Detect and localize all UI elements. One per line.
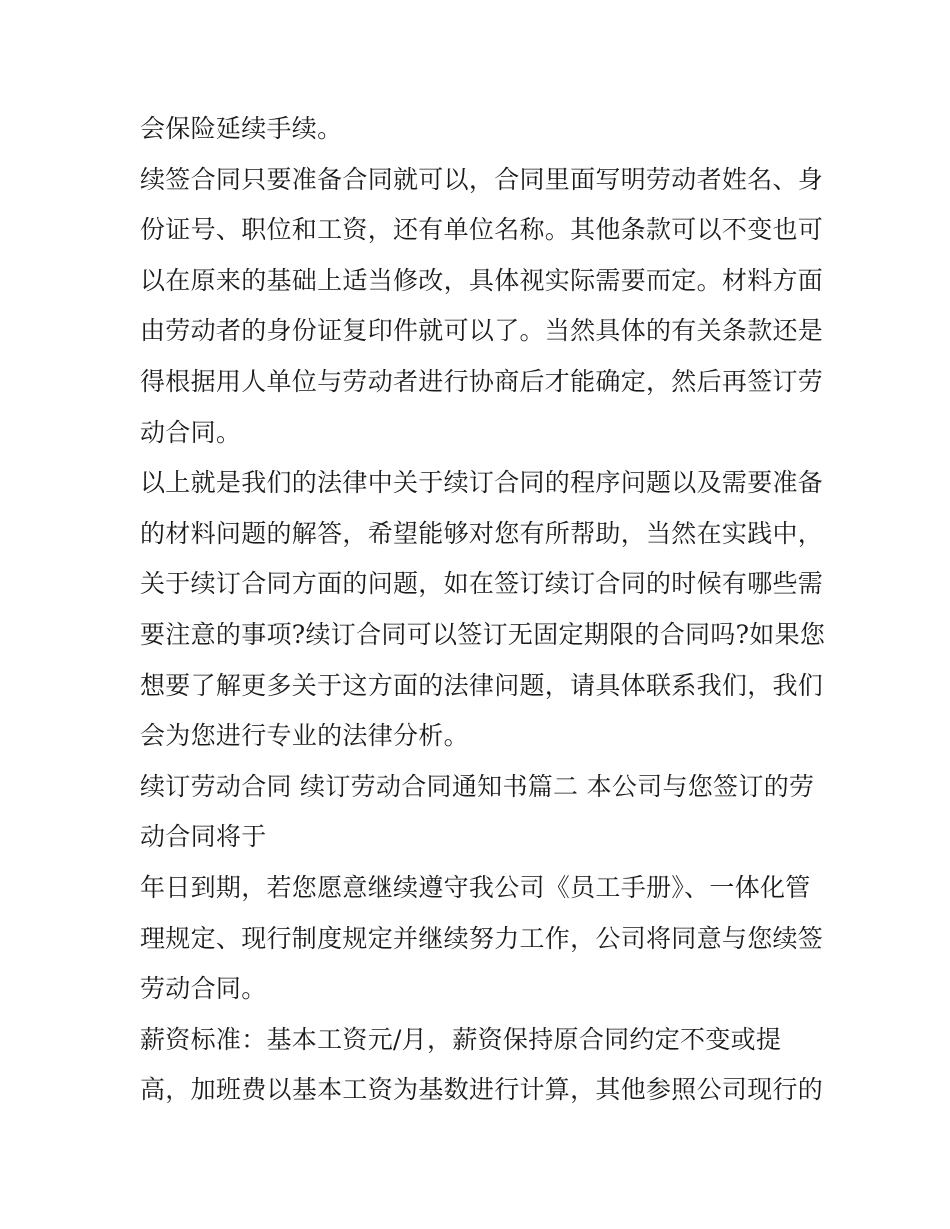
text-line: 由劳动者的身份证复印件就可以了。当然具体的有关条款还是 — [140, 316, 824, 346]
text-line: 动合同。 — [140, 417, 242, 447]
text-line: 以在原来的基础上适当修改，具体视实际需要而定。材料方面 — [140, 265, 824, 295]
text-line: 劳动合同。 — [140, 974, 267, 1004]
text-line: 会保险延续手续。 — [140, 114, 343, 143]
text-line: 的材料问题的解答，希望能够对您有所帮助，当然在实践中， — [140, 518, 824, 548]
document-body — [140, 104, 826, 1116]
text-line: 想要了解更多关于这方面的法律问题，请具体联系我们，我们 — [140, 670, 824, 700]
text-line: 薪资标准：基本工资元/月，薪资保持原合同约定不变或提 — [140, 1024, 782, 1054]
text-line: 理规定、现行制度规定并继续努力工作，公司将同意与您续签 — [140, 923, 824, 953]
text-line: 续签合同只要准备合同就可以，合同里面写明劳动者姓名、身 — [140, 164, 824, 194]
text-line: 会为您进行专业的法律分析。 — [140, 721, 469, 751]
text-line: 关于续订合同方面的问题，如在签订续订合同的时候有哪些需 — [140, 569, 824, 599]
text-line: 续订劳动合同 续订劳动合同通知书篇二 本公司与您签订的劳 — [140, 771, 815, 801]
text-line: 份证号、职位和工资，还有单位名称。其他条款可以不变也可 — [140, 215, 824, 245]
text-line: 要注意的事项?续订合同可以签订无固定期限的合同吗?如果您 — [140, 619, 826, 649]
text-line: 年日到期，若您愿意继续遵守我公司《员工手册》、一体化管 — [140, 872, 811, 902]
text-line: 动合同将于 — [140, 822, 267, 852]
text-line: 以上就是我们的法律中关于续订合同的程序问题以及需要准备 — [140, 468, 824, 498]
text-line: 高，加班费以基本工资为基数进行计算，其他参照公司现行的 — [140, 1075, 824, 1105]
text-line: 得根据用人单位与劳动者进行协商后才能确定，然后再签订劳 — [140, 366, 824, 396]
